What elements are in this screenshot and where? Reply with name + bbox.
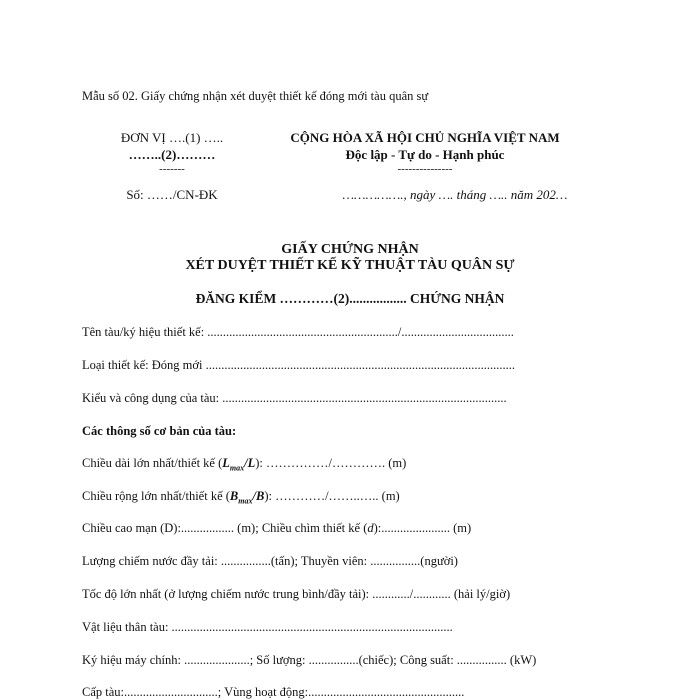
country-name: CỘNG HÒA XÃ HỘI CHỦ NGHĨA VIỆT NAM [290,130,560,145]
displacement-field: Lượng chiếm nước đầy tải: ................(tấn); Thuyền viên: ................(người) [82,554,458,568]
design-type-field: Loại thiết kế: Đóng mới ................................................................................................... [82,358,515,372]
national-motto: Độc lập - Tự do - Hạnh phúc [345,147,505,162]
left-rule: ------- [159,163,185,175]
sub-unit-name: ……..(2)……… [128,147,216,162]
form-caption: Mẫu số 02. Giấy chứng nhận xét duyệt thiết kế đóng mới tàu quân sự [82,89,429,103]
ship-kind-field: Kiểu và công dụng của tàu: ........................................................................................... [82,391,507,405]
height-depth-field: Chiều cao mạn (D):................. (m); Chiều chìm thiết kế (d):...................... (m) [82,521,472,535]
document-number: Số: ……/CN-ĐK [126,187,218,202]
length-field: Chiều dài lớn nhất/thiết kế $(L_{max}/L)$: ……………/…………. (m) [82,456,407,473]
main-engine-field: Ký hiệu máy chính: .....................; Số lượng: ................(chiếc); Công suất: ................ (kW) [82,653,537,667]
title-line-2: XÉT DUYỆT THIẾT KẾ KỸ THUẬT TÀU QUÂN SỰ [185,258,515,273]
hull-material-field: Vật liệu thân tàu: .......................................................................................... [82,620,453,634]
ship-name-field: Tên tàu/ký hiệu thiết kế: ............................................................./.................................... [82,325,514,339]
max-speed-field: Tốc độ lớn nhất (ở lượng chiếm nước trung bình/đầy tải): ............/............ (hải lý/giờ) [82,587,511,601]
issue-date: ……………., ngày …. tháng ….. năm 202… [342,187,568,202]
title-line-3: ĐĂNG KIỂM …………(2)................. CHỨNG NHẬN [195,291,505,306]
width-field: Chiều rộng lớn nhất/thiết kế $(B_{max}/B)$: …………/……..….. (m) [82,489,400,506]
title-line-1: GIẤY CHỨNG NHẬN [281,242,419,257]
right-rule: --------------- [397,163,453,175]
unit-name: ĐƠN VỊ ….(1) ….. [120,130,224,145]
ship-class-field: Cấp tàu:..............................; Vùng hoạt động:.................................................. [82,685,465,699]
params-heading: Các thông số cơ bản của tàu: [82,424,237,438]
